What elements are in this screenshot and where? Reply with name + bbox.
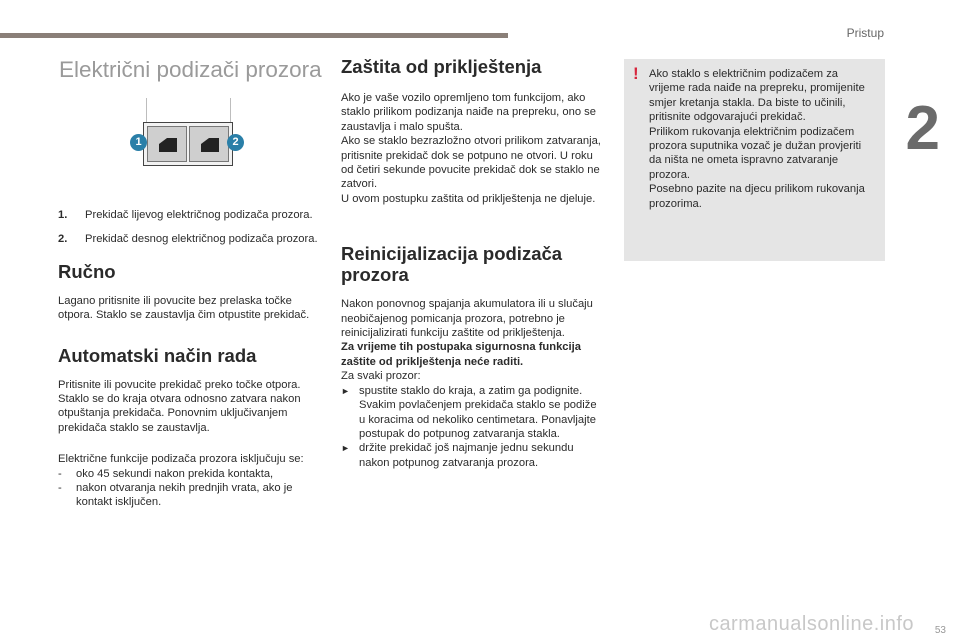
antipinch-heading: Zaštita od priklještenja [341,56,542,77]
bullet-icon: ► [341,443,350,454]
watermark: carmanualsonline.info [708,613,914,635]
left-window-switch [147,126,187,162]
right-window-switch [189,126,229,162]
section-name: Pristup [846,26,884,40]
list-text: nakon otvaranja nekih prednjih vrata, ako je kontakt isključen. [76,482,293,509]
switch-panel [143,122,233,166]
middle-column [341,56,603,470]
list-text: držite prekidač još najmanje jednu sekundu nakon potpunog zatvaranja prozora. [359,442,574,469]
figure-legend [58,208,320,247]
list-item [341,441,603,470]
warning-text: Ako staklo s električnim podizačem za vrijeme rada naiđe na prepreku, promijenite smjer kretanja stakla. Da biste to učinili, pritisnite odgovarajući prekidač. Prilikom rukovanja električnim podizačem prozora suputnika vozač je dužan provjeriti da ništa ne ometa ispravno zatvaranje prozora. Posebno pazite na djecu prilikom rukovanja prozorima. [649,68,865,210]
list-marker: - [58,467,62,480]
auto-text: Pritisnite ili povucite prekidač preko točke otpora. Staklo se do kraja otvara odnosno zatvara nakon otpuštanja prekidača. Ponovnim uključivanjem prekidača staklo se zaustavlja. [58,378,301,434]
list-marker: - [58,482,62,495]
window-icon [156,135,180,155]
chapter-number: 2 [905,94,940,163]
reset-intro: Za svaki prozor: [341,370,421,383]
auto-heading: Automatski način rada [58,344,257,366]
legend-item [58,208,320,222]
manual-text: Lagano pritisnite ili povucite bez prelaska točke otpora. Staklo se zaustavlja čim otpustite prekidač. [58,294,310,322]
list-item [341,384,603,442]
list-text: spustite staklo do kraja, a zatim ga podignite. Svakim povlačenjem prekidača staklo se podiže u koracima od nekoliko centimetara. Ponavljajte postupak do potpunog zatvaranja stakla. [359,384,597,440]
header-bar [0,33,508,38]
auto-note: Električne funkcije podizača prozora isključuju se: [58,453,304,466]
antipinch-text: Ako je vaše vozilo opremljeno tom funkcijom, ako staklo prilikom podizanja naiđe na prepreku, ono se zaustavlja i malo spušta. Ako se staklo bezrazložno otvori prilikom zatvaranja, pritisnite prekidač dok se potpuno ne otvori. U roku od četiri sekunde povucite prekidač dok se staklo ne zatvori. U ovom postupku zaštita od priklještenja ne djeluje. [341,92,601,205]
page-title: Električni podizači prozora [59,57,322,82]
badge-1: 1 [130,134,147,151]
reset-list [341,384,603,470]
list-text: oko 45 sekundi nakon prekida kontakta, [76,467,274,480]
legend-number: 1. [58,209,68,221]
page-number: 53 [934,625,946,636]
badge-2: 2 [227,134,244,151]
bullet-icon: ► [341,385,350,396]
warning-icon: ! [633,64,639,83]
legend-text: Prekidač desnog električnog podizača prozora. [85,233,318,246]
list-item [58,467,320,481]
legend-text: Prekidač lijevog električnog podizača prozora. [85,209,313,221]
window-switch-figure [58,98,320,190]
auto-list [58,467,320,510]
legend-number: 2. [58,233,68,246]
manual-heading: Ručno [58,260,116,282]
reset-warning-text: Za vrijeme tih postupaka sigurnosna funkcija zaštite od priklještenja neće raditi. [341,341,581,368]
reset-text: Nakon ponovnog spajanja akumulatora ili u slučaju neobičajenog pomicanja prozora, potrebno je reinicijalizirati funkciju zaštite od priklještenja. [341,298,593,340]
list-item [58,481,320,510]
warning-box [624,59,885,261]
legend-item [58,232,320,246]
reset-heading: Reinicijalizacija podizača prozora [341,243,563,286]
window-icon [198,135,222,155]
left-column [58,56,320,510]
